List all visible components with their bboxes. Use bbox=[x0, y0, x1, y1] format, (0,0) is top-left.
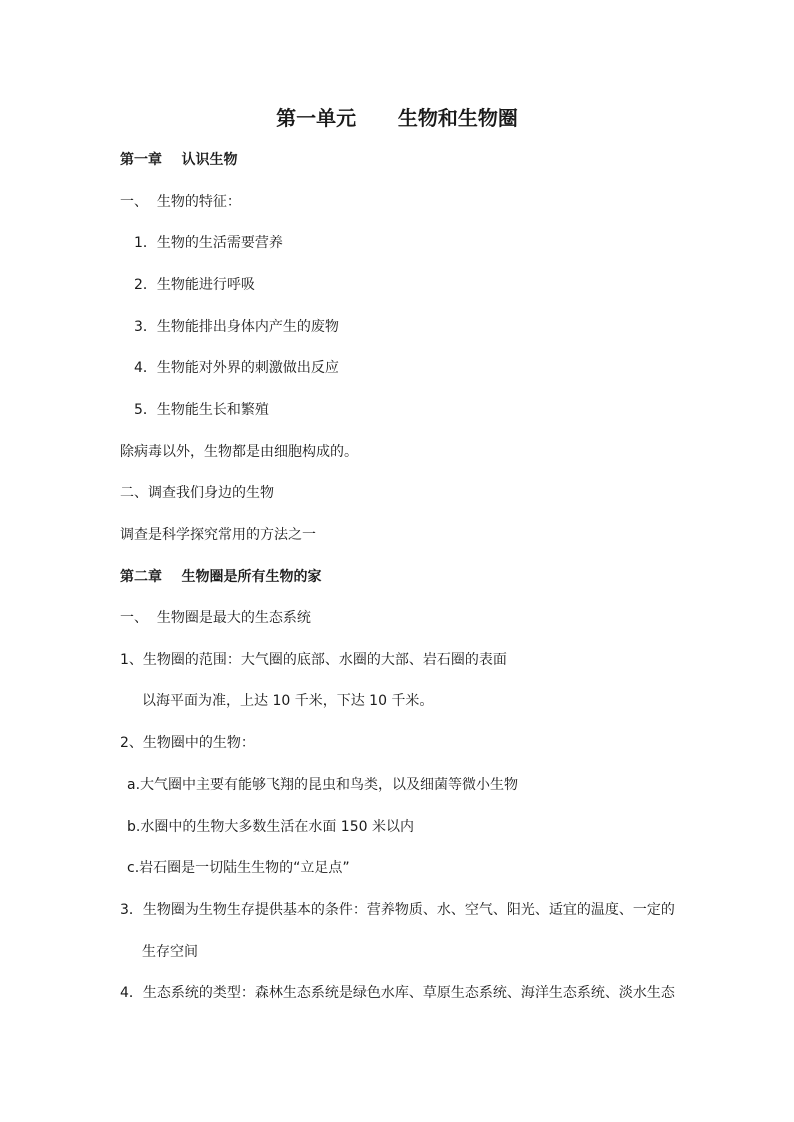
chapter-2-heading: 第二章 生物圈是所有生物的家 bbox=[120, 569, 322, 585]
basic-conditions-item: 3．生物圈为生物生存提供基本的条件：营养物质、水、空气、阳光、适宜的温度、一定的 bbox=[120, 902, 675, 918]
biosphere-range-item: 1、生物圈的范围：大气圈的底部、水圈的大部、岩石圈的表面 bbox=[120, 652, 507, 668]
feature-item-4: 4．生物能对外界的刺激做出反应 bbox=[134, 360, 339, 376]
feature-item-2: 2．生物能进行呼吸 bbox=[134, 277, 255, 293]
basic-conditions-continuation: 生存空间 bbox=[142, 944, 198, 960]
section-2-title: 二、调查我们身边的生物 bbox=[120, 485, 274, 501]
organisms-subitem-b: b.水圈中的生物大多数生活在水面 150 米以内 bbox=[127, 819, 414, 835]
chapter-2-section-1-title: 一、 生物圈是最大的生态系统 bbox=[120, 610, 311, 626]
ecosystem-types-item: 4．生态系统的类型：森林生态系统是绿色水库、草原生态系统、海洋生态系统、淡水生态 bbox=[120, 985, 675, 1001]
biosphere-organisms-item: 2、生物圈中的生物： bbox=[120, 735, 255, 751]
organisms-subitem-c: c.岩石圈是一切陆生生物的“立足点” bbox=[127, 860, 350, 876]
section-2-text: 调查是科学探究常用的方法之一 bbox=[120, 527, 316, 543]
organisms-subitem-a: a.大气圈中主要有能够飞翔的昆虫和鸟类，以及细菌等微小生物 bbox=[127, 777, 519, 793]
feature-item-3: 3．生物能排出身体内产生的废物 bbox=[134, 319, 339, 335]
chapter-1-heading: 第一章 认识生物 bbox=[120, 152, 238, 168]
virus-note: 除病毒以外，生物都是由细胞构成的。 bbox=[120, 444, 358, 460]
feature-item-1: 1．生物的生活需要营养 bbox=[134, 235, 283, 251]
feature-item-5: 5．生物能生长和繁殖 bbox=[134, 402, 269, 418]
biosphere-range-continuation: 以海平面为准，上达 10 千米，下达 10 千米。 bbox=[142, 693, 434, 709]
section-1-title: 一、 生物的特征： bbox=[120, 194, 241, 210]
unit-title: 第一单元 生物和生物圈 bbox=[276, 106, 518, 130]
